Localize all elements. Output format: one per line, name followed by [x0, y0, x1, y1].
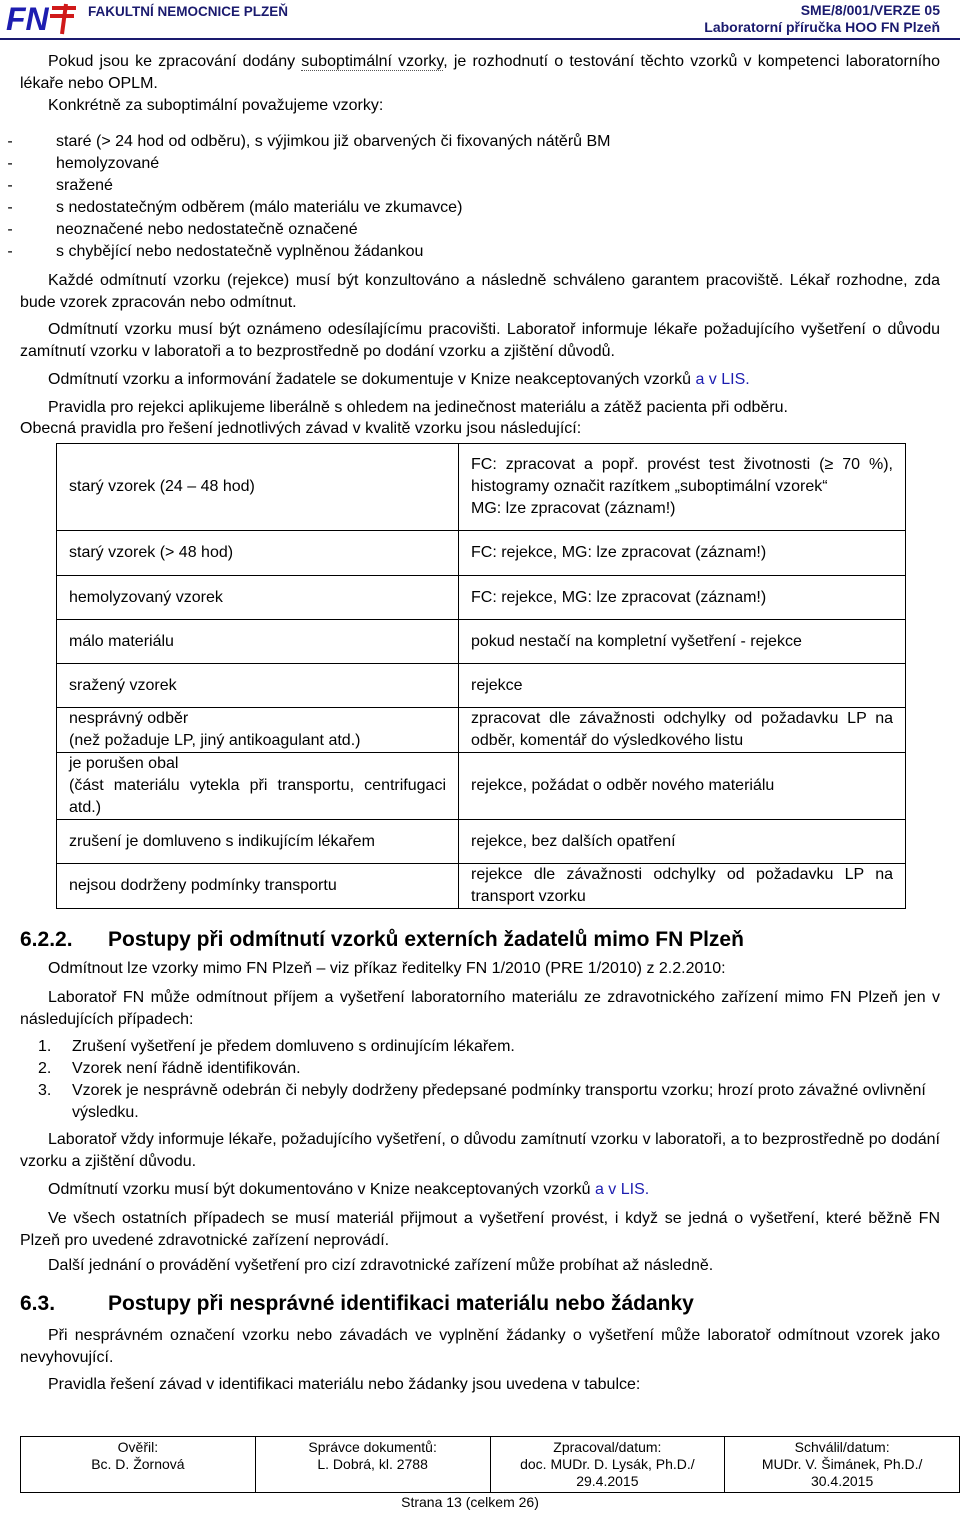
table-cell-problem [57, 708, 459, 753]
table-row [57, 620, 906, 664]
section-heading-622 [20, 928, 744, 952]
table-row [57, 708, 906, 753]
table-cell-solution: pokud nestačí na kompletní vyšetření - rejekce [459, 620, 906, 664]
footer-approved [725, 1437, 960, 1493]
section-title: Postupy při odmítnutí vzorků externích žadatelů mimo FN Plzeň [108, 928, 744, 951]
list-number: 1. [38, 1038, 52, 1055]
table-row [57, 820, 906, 864]
list-item-text: sražené [56, 177, 113, 194]
table-cell-problem: sražený vzorek [57, 664, 459, 708]
table-cell-solution: zpracovat dle závažnosti odchylky od požadavku LP na odběr, komentář do výsledkového listu [459, 708, 906, 753]
paragraph-rejection-notify: Odmítnutí vzorku musí být oznámeno odesílajícímu pracovišti. Laboratoř informuje lékaře požadujícího vyšetření o důvodu zamítnutí vzorku v laboratoři a to bezprostředně po dodání vzorku a zjištění důvodů. [20, 321, 940, 360]
paragraph-external-documented [20, 1179, 940, 1201]
section-number: 6.2.2. [20, 928, 73, 951]
section-number: 6.3. [20, 1292, 56, 1315]
hospital-logo [4, 2, 82, 41]
logo-letters: FN [6, 2, 49, 36]
sample-quality-table [56, 443, 906, 909]
list-item-text: staré (> 24 hod od odběru), s výjimkou již obarvených či fixovaných nátěrů BM [56, 133, 611, 150]
list-item: - s nedostatečným odběrem (málo materiálu ve zkumavce) [7, 199, 463, 216]
table-cell-problem: nejsou dodrženy podmínky transportu [57, 864, 459, 909]
paragraph-rejection-consult: Každé odmítnutí vzorku (rejekce) musí být konzultováno a následně schváleno garantem pracoviště. Lékař rozhodne, zda bude vzorek zpracován nebo odmítnut. [20, 272, 940, 311]
footer-prepared [490, 1437, 725, 1493]
table-row [57, 864, 906, 909]
cell-text: FC: zpracovat a popř. provést test životnosti (≥ 70 %), histogramy označit razítkem „suboptimální vzorek“ MG: lze zpracovat (záznam!) [471, 456, 893, 517]
list-item: - staré (> 24 hod od odběru), s výjimkou již obarvených či fixovaných nátěrů BM [7, 133, 611, 150]
paragraph-rejection-documented [20, 369, 940, 391]
section-title: Postupy při nesprávné identifikaci materiálu nebo žádanky [108, 1292, 694, 1315]
page-number: Strana 13 (celkem 26) [401, 1494, 539, 1510]
list-item [20, 1058, 940, 1080]
hospital-name: FAKULTNÍ NEMOCNICE PLZEŇ [88, 4, 288, 19]
document-id-block [704, 2, 940, 36]
paragraph-external-reject: Odmítnout lze vzorky mimo FN Plzeň – viz příkaz ředitelky FN 1/2010 (PRE 1/2010) z 2.2.2010: [48, 960, 726, 977]
list-item-text: neoznačené nebo nedostatečně označené [56, 221, 358, 238]
text: Odmítnutí vzorku musí být dokumentováno v Knize neakceptovaných vzorků [48, 1181, 595, 1198]
footer-value: Bc. D. Žornová [91, 1456, 185, 1472]
table-row [57, 531, 906, 576]
footer-value: MUDr. V. Šimánek, Ph.D./ [761, 1456, 923, 1472]
list-item-text: hemolyzované [56, 155, 160, 172]
footer-doc-admin [255, 1437, 490, 1493]
list-number: 3. [38, 1082, 52, 1099]
list-item: - hemolyzované [7, 155, 160, 172]
list-item: - sražené [7, 177, 113, 194]
paragraph-liberal-rules: Pravidla pro rejekci aplikujeme liberálně s ohledem na jedinečnost materiálu a zátěž pacienta při odběru. [48, 399, 788, 416]
lis-link: a v LIS. [695, 371, 750, 388]
table-cell-solution: rejekce, požádat o odběr nového materiálu [459, 753, 906, 820]
table-cell-solution [459, 444, 906, 531]
list-number: 2. [38, 1060, 52, 1077]
table-cell-solution: rejekce [459, 664, 906, 708]
table-row [57, 753, 906, 820]
table-row [57, 444, 906, 531]
list-item-text: Vzorek je nesprávně odebrán či nebyly dodrženy předepsané podmínky transportu vzorku; hrozí proto závažné ovlivnění výsledku. [72, 1082, 926, 1121]
suboptimal-samples-term: suboptimální vzorky [301, 53, 444, 70]
text: Pokud jsou ke zpracování dodány [48, 53, 302, 70]
lis-link: a v LIS. [594, 1181, 650, 1198]
footer-verified [21, 1437, 256, 1493]
document-title: Laboratorní příručka HOO FN Plzeň [704, 19, 940, 35]
table-row [57, 576, 906, 620]
footer-label: Schválil/datum: [794, 1439, 890, 1455]
intro-paragraph-2: Konkrétně za suboptimální považujeme vzorky: [48, 97, 384, 114]
document-footer-table [20, 1436, 960, 1493]
list-item-text: Vzorek není řádně identifikován. [72, 1060, 301, 1077]
list-item [20, 1036, 940, 1058]
footer-value: L. Dobrá, kl. 2788 [317, 1456, 428, 1472]
footer-label: Ověřil: [117, 1439, 159, 1455]
list-item-text: s chybějící nebo nedostatečně vyplněnou žádankou [56, 243, 424, 260]
paragraph-identification: Při nesprávném označení vzorku nebo závadách ve vyplnění žádanky o vyšetření může laboratoř odmítnout vzorek jako nevyhovující. [20, 1327, 940, 1366]
list-item [20, 1080, 940, 1124]
footer-label: Správce dokumentů: [308, 1439, 437, 1455]
table-cell-problem [57, 753, 459, 820]
table-cell-problem: starý vzorek (24 – 48 hod) [57, 444, 459, 531]
footer-label: Zpracoval/datum: [553, 1439, 662, 1455]
paragraph-identification-rules: Pravidla řešení závad v identifikaci materiálu nebo žádanky jsou uvedena v tabulce: [48, 1376, 641, 1393]
text: , je rozhodnutí o testování těchto vzorků v kompetenci laboratorního lékaře nebo OPLM. [20, 53, 940, 92]
table-cell-problem: málo materiálu [57, 620, 459, 664]
footer-date: 29.4.2015 [576, 1473, 639, 1489]
cell-text: nesprávný odběr (než požaduje LP, jiný antikoagulant atd.) [69, 710, 361, 749]
table-cell-solution: FC: rejekce, MG: lze zpracovat (záznam!) [459, 576, 906, 620]
table-row [57, 664, 906, 708]
paragraph-external-further: Další jednání o provádění vyšetření pro cizí zdravotnické zařízení může probíhat až následně. [48, 1257, 714, 1274]
text: Odmítnutí vzorku a informování žadatele se dokumentuje v Knize neakceptovaných vzorků [48, 371, 696, 388]
table-cell-problem: hemolyzovaný vzorek [57, 576, 459, 620]
paragraph-external-inform: Laboratoř vždy informuje lékaře, požadujícího vyšetření, o důvodu zamítnutí vzorku v laboratoři, a to bezprostředně po dodání vzorku a zjištění důvodu. [20, 1131, 940, 1170]
table-cell-solution: rejekce, bez dalších opatření [459, 820, 906, 864]
list-item-text: Zrušení vyšetření je předem domluveno s ordinujícím lékařem. [72, 1038, 515, 1055]
table-cell-problem: zrušení je domluveno s indikujícím lékařem [57, 820, 459, 864]
document-id: SME/8/001/VERZE 05 [800, 2, 940, 18]
cell-text: je porušen obal (část materiálu vytekla při transportu, centrifugaci atd.) [69, 755, 446, 816]
footer-date: 30.4.2015 [810, 1473, 874, 1489]
header-divider [0, 38, 960, 40]
page-header [0, 0, 960, 40]
table-cell-solution: FC: rejekce, MG: lze zpracovat (záznam!) [459, 531, 906, 576]
paragraph-external-accept: Ve všech ostatních případech se musí materiál přijmout a vyšetření provést, i když se jedná o vyšetření, které běžně FN Plzeň pro uvedené zdravotnické zařízení neprovádí. [20, 1210, 940, 1249]
table-cell-problem: starý vzorek (> 48 hod) [57, 531, 459, 576]
list-item: - neoznačené nebo nedostatečně označené [7, 221, 358, 238]
paragraph-external-cases: Laboratoř FN může odmítnout příjem a vyšetření laboratorního materiálu ze zdravotnického zařízení mimo FN Plzeň jen v následujících případech: [20, 989, 940, 1028]
list-item-text: s nedostatečným odběrem (málo materiálu ve zkumavce) [56, 199, 463, 216]
table-cell-solution: rejekce dle závažnosti odchylky od požadavku LP na transport vzorku [459, 864, 906, 909]
footer-row [21, 1437, 960, 1493]
section-heading-63 [20, 1292, 694, 1316]
paragraph-general-rules: Obecná pravidla pro řešení jednotlivých závad v kvalitě vzorku jsou následující: [20, 420, 582, 437]
list-item: - s chybějící nebo nedostatečně vyplněnou žádankou [7, 243, 424, 260]
intro-paragraph-1 [20, 51, 940, 95]
footer-value: doc. MUDr. D. Lysák, Ph.D./ [520, 1456, 695, 1472]
